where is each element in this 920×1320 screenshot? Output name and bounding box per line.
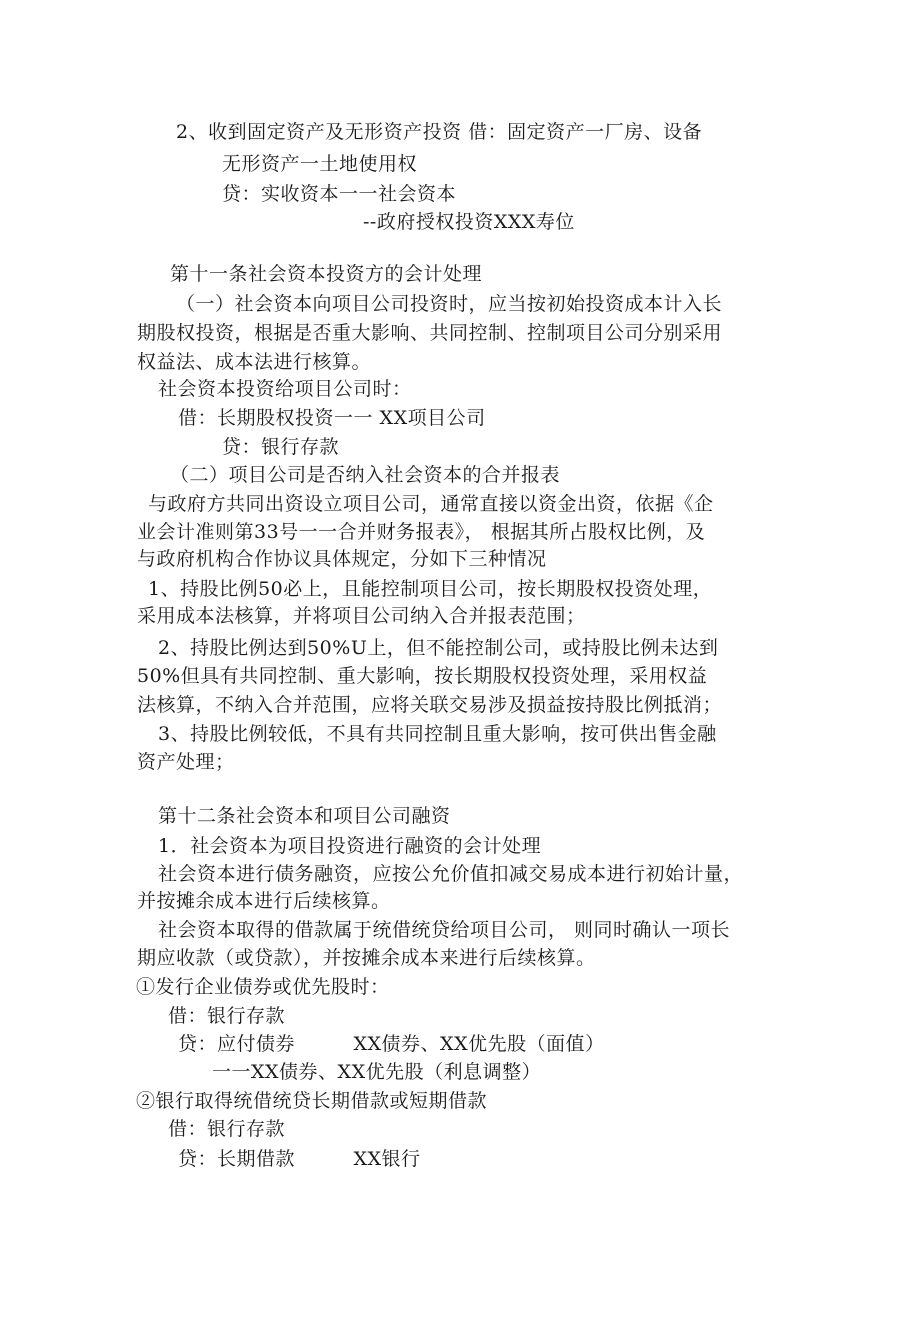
text-line: --政府授权投资XXX寿位 [363, 211, 575, 233]
text-line: ②银行取得统借统贷长期借款或短期借款 [136, 1090, 488, 1112]
text-line: 资产处理； [137, 751, 235, 773]
text-line: 无形资产一土地使用权 [222, 153, 418, 175]
text-line: 贷：实收资本一一社会资本 [222, 183, 457, 205]
text-line: 一一XX债券、XX优先股（利息调整） [212, 1061, 542, 1083]
text-line: 社会资本进行债务融资，应按公允价值扣减交易成本进行初始计量， [158, 863, 744, 885]
text-line: 50%但具有共同控制、重大影响，按长期股权投资处理，采用权益 [137, 665, 708, 687]
text-line: 业会计准则第33号一一合并财务报表》， 根据其所占股权比例，及 [137, 521, 706, 543]
text-line: （二）项目公司是否纳入社会资本的合并报表 [170, 464, 561, 486]
text-line: 权益法、成本法进行核算。 [137, 351, 372, 373]
text-line: 法核算，不纳入合并范围，应将关联交易涉及损益按持股比例抵消； [137, 694, 723, 716]
text-line: 并按摊余成本进行后续核算。 [137, 890, 391, 912]
text-line: 社会资本投资给项目公司时： [158, 378, 412, 400]
text-line: 2、持股比例达到50%U上，但不能控制公司，或持股比例未达到 [158, 637, 719, 659]
text-line: 借：银行存款 [168, 1118, 286, 1140]
text-line: 期应收款（或贷款），并按摊余成本来进行后续核算。 [137, 947, 596, 969]
text-line: 与政府机构合作协议具体规定，分如下三种情况 [137, 548, 547, 570]
text-line: 借：长期股权投资一一 XX项目公司 [178, 407, 486, 429]
text-line: 2、收到固定资产及无形资产投资 借：固定资产一厂房、设备 [176, 121, 703, 143]
text-line: 采用成本法核算，并将项目公司纳入合并报表范围； [137, 605, 586, 627]
text-line: 1．社会资本为项目投资进行融资的会计处理 [158, 835, 542, 857]
text-line: 期股权投资，根据是否重大影响、共同控制、控制项目公司分别采用 [137, 322, 723, 344]
text-line: 借：银行存款 [168, 1005, 286, 1027]
text-line: 社会资本取得的借款属于统借统贷给项目公司， 则同时确认一项长 [158, 919, 731, 941]
text-line: 1、持股比例50必上，且能控制项目公司，按长期股权投资处理， [148, 578, 713, 600]
section-heading: 第十二条社会资本和项目公司融资 [158, 805, 451, 827]
text-line: ①发行企业债券或优先股时： [136, 976, 390, 998]
text-line: （一）社会资本向项目公司投资时，应当按初始投资成本计入长 [176, 293, 723, 315]
text-line: 3、持股比例较低，不具有共同控制且重大影响，按可供出售金融 [158, 723, 717, 745]
text-line: 与政府方共同出资设立项目公司，通常直接以资金出资，依据《企 [148, 493, 714, 515]
text-line: 贷：银行存款 [222, 436, 340, 458]
section-heading: 第十一条社会资本投资方的会计处理 [170, 263, 483, 285]
text-line: 贷：应付债券 XX债券、XX优先股（面值） [178, 1033, 605, 1055]
text-line: 贷：长期借款 XX银行 [178, 1148, 421, 1170]
